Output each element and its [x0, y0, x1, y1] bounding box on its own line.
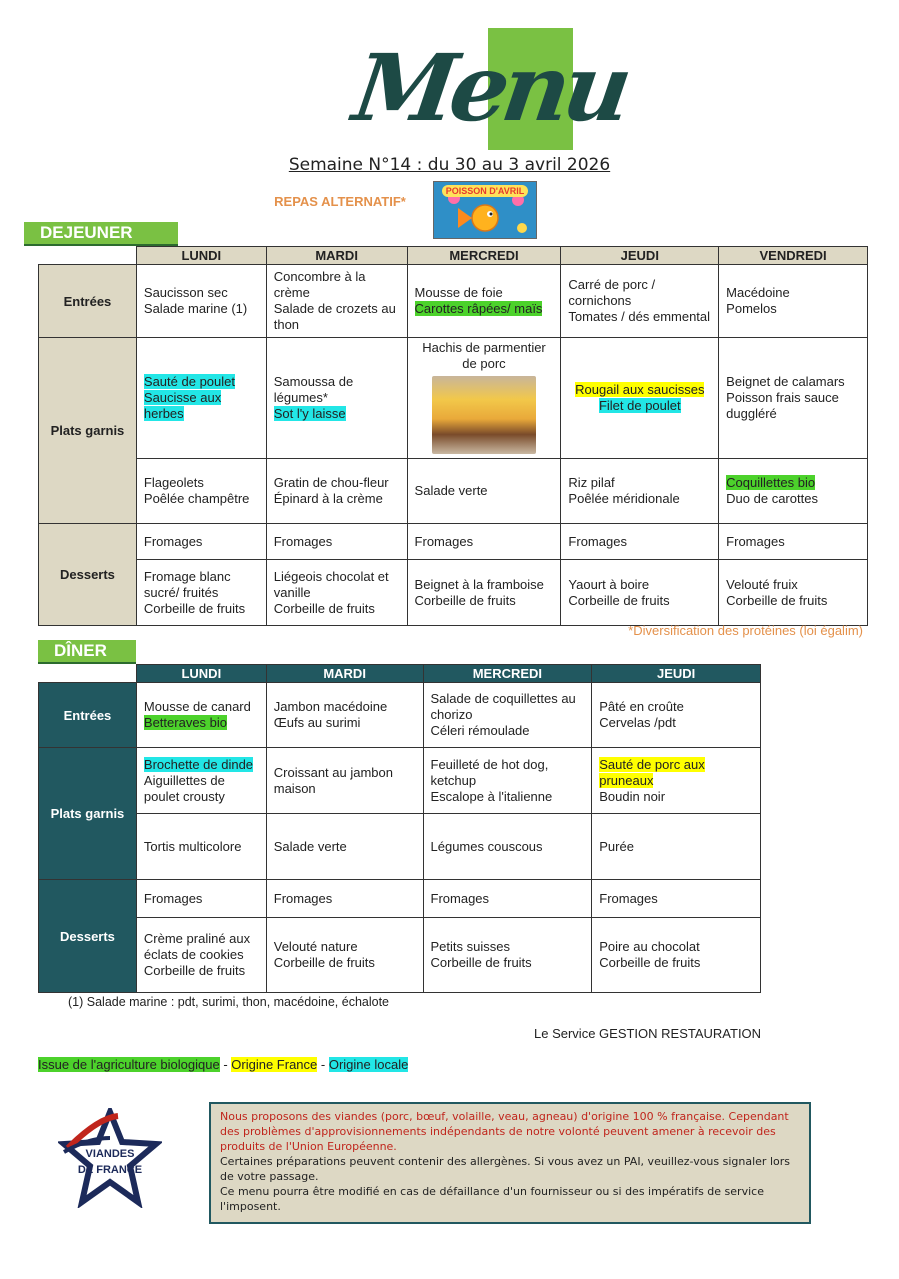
menu-cell: Samoussa de légumes* Sot l'y laisse: [266, 338, 407, 459]
diner-table: [38, 664, 761, 993]
day-header: LUNDI: [136, 665, 266, 683]
locale-highlight: Sauté de poulet: [143, 374, 235, 389]
row-label-desserts: Desserts: [39, 880, 137, 993]
menu-cell: Croissant au jambon maison: [266, 748, 423, 814]
day-header: MERCREDI: [423, 665, 592, 683]
legend-locale: Origine locale: [328, 1057, 409, 1072]
legend-bio: Issue de l'agriculture biologique: [38, 1057, 220, 1072]
day-header: JEUDI: [561, 247, 719, 265]
legend-sep: -: [219, 1057, 232, 1072]
hachis-parmentier-photo: [432, 376, 536, 454]
row-label-entrees: Entrées: [39, 683, 137, 748]
service-signature: Le Service GESTION RESTAURATION: [534, 1026, 762, 1041]
menu-cell: Velouté nature Corbeille de fruits: [266, 918, 423, 993]
menu-cell: Fromages: [266, 524, 407, 560]
diner-heading: DÎNER: [38, 640, 136, 664]
info-box: [209, 1102, 811, 1224]
menu-cell: Brochette de dinde Aiguillettes de poulet crousty: [136, 748, 266, 814]
menu-cell: Fromages: [423, 880, 592, 918]
menu-cell: Beignet de calamars Poisson frais sauce duggléré: [719, 338, 868, 459]
menu-cell: Mousse de foie Carottes râpées/ maïs: [407, 265, 561, 338]
day-header: JEUDI: [592, 665, 761, 683]
menu-cell: Petits suisses Corbeille de fruits: [423, 918, 592, 993]
france-highlight: Rougail aux saucisses: [575, 382, 705, 397]
menu-cell: Fromage blanc sucré/ fruités Corbeille de fruits: [136, 560, 266, 626]
viandes-de-france-logo: [58, 1108, 162, 1208]
menu-cell: Jambon macédoine Œufs au surimi: [266, 683, 423, 748]
row-label-entrees: Entrées: [39, 265, 137, 338]
menu-cell: Flageolets Poêlée champêtre: [136, 459, 266, 524]
menu-cell: Feuilleté de hot dog, ketchup Escalope à l'italienne: [423, 748, 592, 814]
menu-cell: Sauté de porc aux pruneaux Boudin noir: [592, 748, 761, 814]
menu-cell: Carré de porc / cornichons Tomates / dés emmental: [561, 265, 719, 338]
legend-france: Origine France: [231, 1057, 318, 1072]
poisson-davril-label: POISSON D'AVRIL: [442, 185, 528, 197]
menu-cell: Salade verte: [266, 814, 423, 880]
menu-cell: Légumes couscous: [423, 814, 592, 880]
menu-cell: Liégeois chocolat et vanille Corbeille de fruits: [266, 560, 407, 626]
menu-cell: Macédoine Pomelos: [719, 265, 868, 338]
menu-cell: Beignet à la framboise Corbeille de fruits: [407, 560, 561, 626]
row-label-plats: Plats garnis: [39, 748, 137, 880]
row-label-plats: Plats garnis: [39, 338, 137, 524]
poisson-davril-image: [433, 181, 537, 239]
origin-notice: Nous proposons des viandes (porc, bœuf, volaille, veau, agneau) d'origine 100 % française. Cependant des problèmes d'approvisionnements indépendants de notre volonté peuvent amener à recevoir des produits de l'Union Européenne.: [220, 1110, 789, 1153]
menu-cell: Fromages: [407, 524, 561, 560]
menu-cell: Salade de coquillettes au chorizo Céleri rémoulade: [423, 683, 592, 748]
day-header: MARDI: [266, 665, 423, 683]
menu-cell: [136, 338, 266, 459]
locale-highlight: Filet de poulet: [598, 398, 681, 413]
locale-highlight: Sot l'y laisse: [273, 406, 346, 421]
menu-cell: [561, 338, 719, 459]
logo-text: VIANDES DE FRANCE: [77, 1148, 143, 1176]
locale-highlight: Brochette de dinde: [143, 756, 254, 772]
modification-notice: Ce menu pourra être modifié en cas de défaillance d'un fournisseur ou si des impératifs de service l'imposent.: [220, 1185, 764, 1213]
menu-cell: Crème praliné aux éclats de cookies Corbeille de fruits: [136, 918, 266, 993]
menu-cell: Tortis multicolore: [136, 814, 266, 880]
menu-cell: Fromages: [136, 880, 266, 918]
menu-cell: Fromages: [719, 524, 868, 560]
menu-cell: Riz pilaf Poêlée méridionale: [561, 459, 719, 524]
menu-cell: Fromages: [561, 524, 719, 560]
menu-cell: Salade verte: [407, 459, 561, 524]
menu-title: Menu: [347, 34, 633, 142]
menu-cell: Coquillettes bio Duo de carottes: [719, 459, 868, 524]
bio-highlight: Betteraves bio: [143, 715, 228, 730]
day-header: MERCREDI: [407, 247, 561, 265]
dejeuner-heading: DEJEUNER: [24, 222, 178, 246]
day-header: LUNDI: [136, 247, 266, 265]
day-header: VENDREDI: [719, 247, 868, 265]
bio-highlight: Coquillettes bio: [726, 475, 816, 490]
menu-cell: Concombre à la crème Salade de crozets au thon: [266, 265, 407, 338]
locale-highlight: Saucisse aux herbes: [143, 390, 222, 421]
menu-cell: Poire au chocolat Corbeille de fruits: [592, 918, 761, 993]
menu-cell: Fromages: [136, 524, 266, 560]
france-highlight: Sauté de porc aux pruneaux: [599, 756, 705, 788]
week-heading: Semaine N°14 : du 30 au 3 avril 2026: [288, 155, 611, 175]
menu-cell: Fromages: [592, 880, 761, 918]
menu-cell: Purée: [592, 814, 761, 880]
egalim-note: *Diversification des protéines (loi égalim): [628, 623, 863, 638]
footnote: (1) Salade marine : pdt, surimi, thon, macédoine, échalote: [68, 995, 390, 1009]
legend-sep: -: [317, 1057, 329, 1072]
day-header: MARDI: [266, 247, 407, 265]
color-legend: [38, 1057, 408, 1072]
menu-cell: Gratin de chou-fleur Épinard à la crème: [266, 459, 407, 524]
table-corner: [39, 247, 137, 265]
row-label-desserts: Desserts: [39, 524, 137, 626]
allergen-notice: Certaines préparations peuvent contenir des allergènes. Si vous avez un PAI, veuillez-vous signaler lors de votre passage.: [220, 1155, 790, 1183]
menu-cell: Mousse de canard Betteraves bio: [136, 683, 266, 748]
bio-highlight: Carottes râpées/ maïs: [414, 301, 543, 316]
dejeuner-table: [38, 246, 868, 626]
menu-cell: Fromages: [266, 880, 423, 918]
menu-cell: Yaourt à boire Corbeille de fruits: [561, 560, 719, 626]
table-corner: [39, 665, 137, 683]
menu-cell: Saucisson sec Salade marine (1): [136, 265, 266, 338]
repas-alternatif-label: REPAS ALTERNATIF*: [274, 194, 406, 209]
menu-cell: Velouté fruix Corbeille de fruits: [719, 560, 868, 626]
menu-cell: Pâté en croûte Cervelas /pdt: [592, 683, 761, 748]
menu-cell: Hachis de parmentier de porc: [407, 338, 561, 459]
